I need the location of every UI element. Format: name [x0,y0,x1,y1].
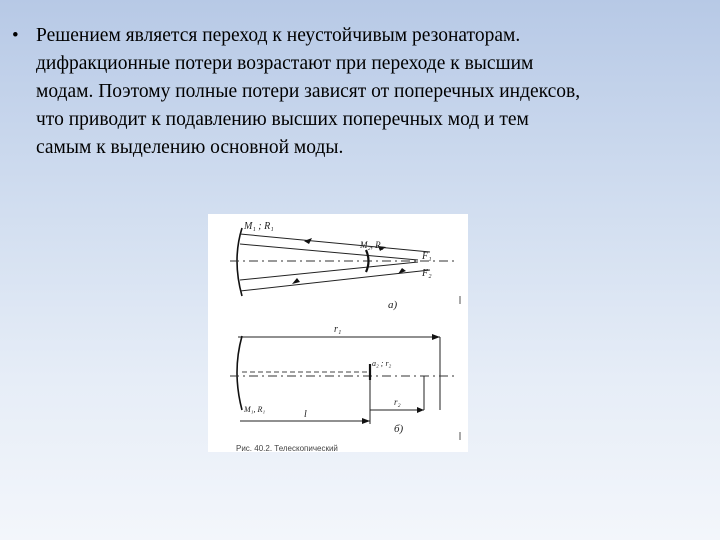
bullet-item [12,22,712,162]
ray-upper-inner [240,244,418,260]
label-m2-top: M₂, R₂ [360,240,384,250]
resonator-figure [208,214,468,452]
label-a: а) [388,299,398,311]
label-f2: F₂ [422,268,432,279]
label-b: б) [394,423,404,435]
label-m1-bottom: M₁, R₁ [244,405,266,414]
bullet-marker: • [12,25,19,46]
arrow-3 [292,278,300,284]
resonator-diagram [208,214,468,452]
dim-r1-arrow [432,334,440,340]
label-a2: a₂ ; r₂ [372,359,392,368]
ray-lower [240,270,430,291]
text-line-2: дифракционные потери возрастают при переходе к высшим [36,53,534,74]
mirror-m1-top [237,228,242,296]
figure-caption: Рис. 40.2. Телескопический [236,444,338,452]
label-f1: F₁ [422,251,432,262]
label-m1-top: M₁ ; R₁ [244,221,274,232]
label-l: l [304,409,307,420]
dim-r2-arrow [417,407,424,413]
text-line-4: что приводит к подавлению высших поперечных мод и тем [36,109,529,130]
label-r1: r₁ [334,324,342,335]
label-r2: r₂ [394,397,401,407]
ray-upper [240,234,430,252]
mirror-m1-bottom [237,336,242,410]
text-line-5: самым к выделению основной моды. [36,137,344,158]
text-line-3: модам. Поэтому полные потери зависят от поперечных индексов, [36,81,581,102]
text-line-1: Решением является переход к неустойчивым резонаторам. [36,25,521,46]
bullet-text [36,22,712,162]
ray-lower-inner [240,262,418,280]
dim-l-arrow [362,418,370,424]
